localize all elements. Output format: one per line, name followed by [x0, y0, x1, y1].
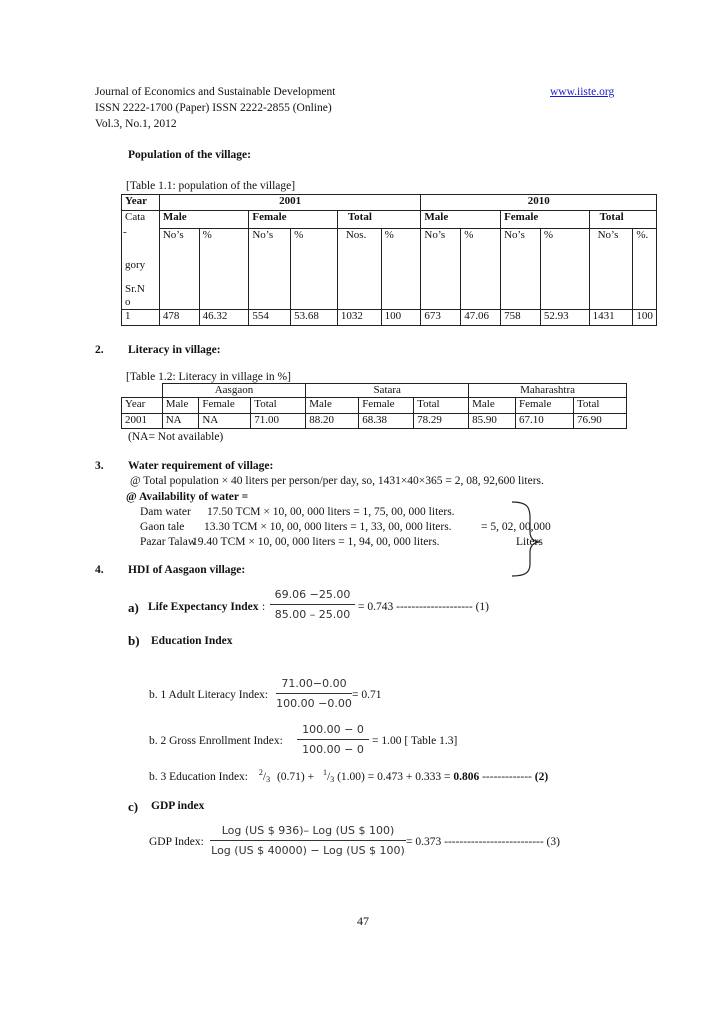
- table-cell: 758: [501, 309, 541, 325]
- adult-literacy-result: = 0.71: [352, 689, 382, 701]
- fraction-sub: 3: [330, 775, 335, 784]
- issn-line: ISSN 2222-1700 (Paper) ISSN 2222-2855 (Online): [95, 102, 332, 114]
- region-maharashtra: Maharashtra: [469, 384, 627, 398]
- table-cell: 478: [159, 309, 199, 325]
- fraction-bar: [270, 604, 355, 605]
- literacy-cell: 67.10: [515, 414, 573, 429]
- table-cell: 1: [122, 309, 160, 325]
- literacy-cell: 76.90: [573, 414, 626, 429]
- adult-literacy-label: b. 1 Adult Literacy Index:: [149, 689, 269, 701]
- literacy-header: Female: [359, 398, 414, 414]
- table-1-1-caption: [Table 1.1: population of the village]: [126, 180, 296, 192]
- life-expectancy-title: Life Expectancy Index: [148, 601, 259, 613]
- education-index-title: Education Index: [151, 635, 233, 647]
- education-dash: -------------: [482, 771, 532, 783]
- item-c-label: c): [128, 799, 139, 814]
- table-cell: 100: [633, 309, 657, 325]
- fraction-sub: 3: [266, 775, 271, 784]
- life-expectancy-numerator: 69.06 −25.00: [274, 588, 351, 601]
- fraction-sup: 1: [323, 768, 327, 777]
- water-total-unit: Liters: [516, 536, 543, 548]
- subheader: No’s: [159, 229, 199, 310]
- table-cell: 46.32: [199, 309, 249, 325]
- fraction-slash: /: [327, 771, 331, 783]
- water-source-name: Dam water: [140, 506, 191, 518]
- subheader: Nos.: [337, 229, 381, 310]
- fraction-bar: [210, 840, 406, 841]
- table-cell: 673: [421, 309, 461, 325]
- literacy-cell: 85.90: [469, 414, 516, 429]
- table-cell: 100: [381, 309, 421, 325]
- subheader: No’s: [589, 229, 633, 310]
- education-ref: (2): [534, 771, 549, 783]
- group-header: Female: [249, 211, 338, 229]
- gdp-numerator: Log (US $ 936)– Log (US $ 100): [221, 824, 395, 837]
- literacy-cell: 68.38: [359, 414, 414, 429]
- year-2010: 2010: [421, 195, 657, 211]
- curly-brace-icon: [500, 498, 560, 580]
- group-header: Total: [337, 211, 421, 229]
- literacy-cell: 2001: [122, 414, 163, 429]
- adult-literacy-numerator: 71.00−0.00: [281, 677, 347, 690]
- table-cell: 1431: [589, 309, 633, 325]
- fraction-bar: [297, 739, 369, 740]
- year-2001: 2001: [159, 195, 421, 211]
- journal-website-link[interactable]: www.iiste.org: [550, 86, 615, 98]
- fraction-sup: 2: [258, 768, 263, 777]
- water-source-name: Gaon tale: [140, 521, 185, 533]
- life-expectancy-denominator: 85.00 – 25.00: [274, 608, 351, 621]
- subheader: %: [199, 229, 249, 310]
- gdp-index-title: GDP index: [151, 800, 205, 812]
- item-b-label: b): [128, 633, 140, 648]
- section-3-number: 3.: [95, 460, 104, 472]
- literacy-header: Male: [306, 398, 359, 414]
- gdp-denominator: Log (US $ 40000) − Log (US $ 100): [211, 844, 405, 857]
- life-expectancy-result: = 0.743 -------------------- (1): [358, 601, 489, 613]
- fraction-slash: /: [262, 771, 267, 783]
- journal-name: Journal of Economics and Sustainable Development: [95, 86, 336, 98]
- literacy-header: Year: [122, 398, 163, 414]
- volume-line: Vol.3, No.1, 2012: [95, 118, 177, 130]
- subheader: %: [291, 229, 338, 310]
- region-aasgaon: Aasgaon: [162, 384, 306, 398]
- group-header: Male: [421, 211, 501, 229]
- literacy-cell: NA: [162, 414, 199, 429]
- srno-line2: o: [125, 295, 131, 308]
- adult-literacy-denominator: 100.00 −0.00: [276, 697, 352, 710]
- literacy-cell: 78.29: [414, 414, 469, 429]
- table-cell: 53.68: [291, 309, 338, 325]
- water-total: = 5, 02, 00,000: [481, 521, 551, 533]
- literacy-cell: 88.20: [306, 414, 359, 429]
- group-header: Total: [589, 211, 656, 229]
- subheader: No’s: [421, 229, 461, 310]
- fraction-bar: [276, 693, 352, 694]
- population-heading: Population of the village:: [128, 149, 251, 161]
- gdp-index-label: GDP Index:: [149, 836, 204, 848]
- subheader: %: [381, 229, 421, 310]
- table-cell: 52.93: [540, 309, 589, 325]
- education-part2: (1.00) = 0.473 + 0.333 =: [337, 771, 451, 783]
- education-index-formula: [149, 768, 548, 784]
- water-heading: Water requirement of village:: [128, 460, 274, 472]
- water-source-name: Pazar Talaw: [140, 536, 197, 548]
- item-a-label: a): [128, 600, 139, 615]
- water-demand-line: @ Total population × 40 liters per person/per day, so, 1431×40×365 = 2, 08, 92,600 liters.: [130, 475, 544, 487]
- literacy-table: [121, 383, 627, 429]
- life-expectancy-colon: :: [262, 601, 266, 613]
- hdi-heading: HDI of Aasgaon village:: [128, 564, 246, 576]
- water-source-calc: 17.50 TCM × 10, 00, 000 liters = 1, 75, 00, 000 liters.: [207, 506, 455, 518]
- subheader: No’s: [249, 229, 291, 310]
- literacy-heading: Literacy in village:: [128, 344, 221, 356]
- literacy-header: Total: [573, 398, 626, 414]
- water-availability-line: @ Availability of water =: [126, 491, 249, 503]
- category-gory: gory: [125, 258, 146, 271]
- literacy-header: Total: [251, 398, 306, 414]
- table-cell: 47.06: [461, 309, 501, 325]
- section-2-number: 2.: [95, 344, 104, 356]
- literacy-cell: NA: [199, 414, 251, 429]
- gross-enrollment-result: = 1.00 [ Table 1.3]: [372, 735, 458, 747]
- group-header: Female: [501, 211, 590, 229]
- region-satara: Satara: [306, 384, 469, 398]
- table-cell: 1032: [337, 309, 381, 325]
- water-source-calc: 13.30 TCM × 10, 00, 000 liters = 1, 33, 00, 000 liters.: [204, 521, 452, 533]
- literacy-header: Female: [515, 398, 573, 414]
- group-header: Male: [159, 211, 249, 229]
- category-top: Cata: [122, 211, 160, 229]
- subheader: %.: [633, 229, 657, 310]
- category-cell: - gory Sr.N o: [122, 229, 160, 310]
- water-source-calc: 19.40 TCM × 10, 00, 000 liters = 1, 94, 00, 000 liters.: [192, 536, 440, 548]
- literacy-header: Male: [162, 398, 199, 414]
- subheader: No’s: [501, 229, 541, 310]
- education-index-label: b. 3 Education Index:: [149, 771, 249, 783]
- srno-line1: Sr.N: [125, 282, 145, 295]
- population-table: [121, 194, 657, 326]
- literacy-header: Female: [199, 398, 251, 414]
- table-1-2-caption: [Table 1.2: Literacy in village in %]: [126, 371, 291, 383]
- subheader: %: [540, 229, 589, 310]
- gross-enrollment-label: b. 2 Gross Enrollment Index:: [149, 735, 283, 747]
- year-label: Year: [122, 195, 160, 211]
- literacy-note: (NA= Not available): [128, 431, 224, 443]
- literacy-header: Total: [414, 398, 469, 414]
- education-part1: (0.71) +: [276, 771, 315, 783]
- subheader: %: [461, 229, 501, 310]
- gdp-result: = 0.373 -------------------------- (3): [406, 836, 560, 848]
- gross-enrollment-denominator: 100.00 − 0: [302, 743, 364, 756]
- page-number: 47: [357, 914, 369, 928]
- literacy-cell: 71.00: [251, 414, 306, 429]
- education-index-value: 0.806: [453, 771, 480, 783]
- section-4-number: 4.: [95, 564, 104, 576]
- table-cell: 554: [249, 309, 291, 325]
- gross-enrollment-numerator: 100.00 − 0: [302, 723, 364, 736]
- literacy-header: Male: [469, 398, 516, 414]
